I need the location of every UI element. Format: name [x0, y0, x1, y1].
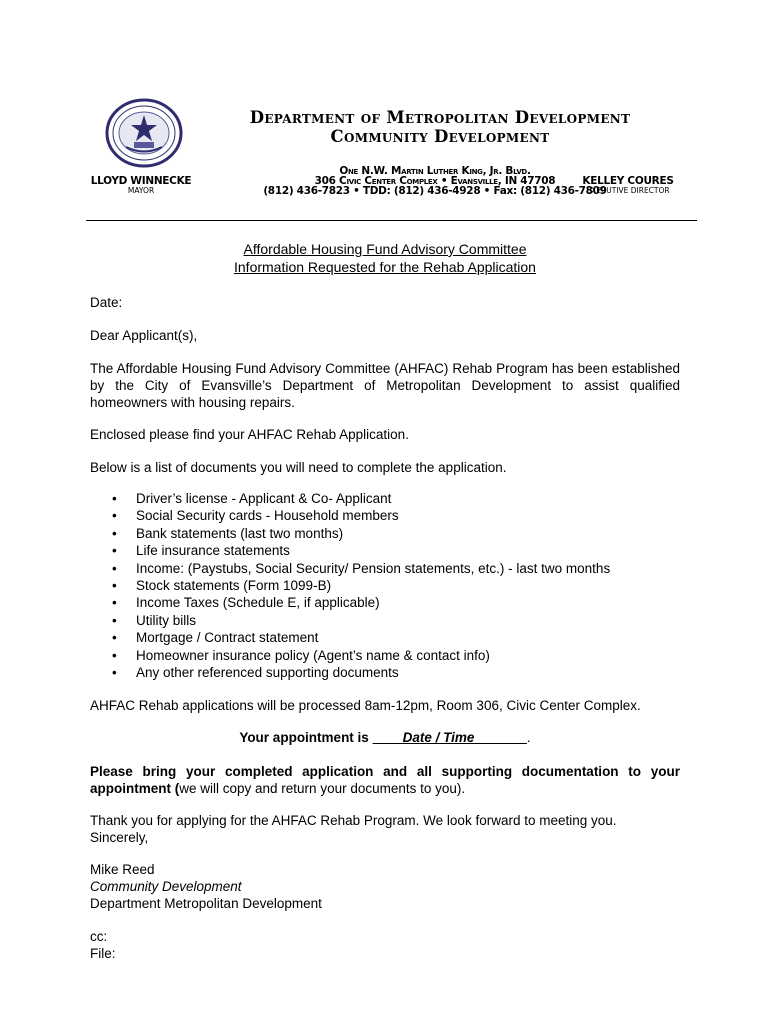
- list-item: [90, 542, 680, 559]
- date-label: Date:: [90, 295, 123, 310]
- document-list: [90, 490, 680, 681]
- closing: Sincerely,: [90, 830, 149, 845]
- bullet-icon: •: [112, 525, 117, 541]
- signer-name: Mike Reed: [90, 862, 155, 877]
- director-title: EXECUTIVE DIRECTOR: [586, 186, 670, 195]
- list-item: [90, 525, 680, 542]
- city-seal-logo: [104, 98, 184, 168]
- list-item-text: Homeowner insurance policy (Agent’s name & contact info): [136, 647, 490, 663]
- appointment-end: .: [526, 730, 531, 745]
- appointment-label: Your appointment is: [239, 730, 369, 745]
- list-item-text: Mortgage / Contract statement: [136, 630, 319, 646]
- bullet-icon: •: [112, 647, 117, 663]
- list-item: [90, 664, 680, 681]
- bullet-icon: •: [112, 508, 117, 524]
- bullet-icon: •: [112, 630, 117, 646]
- list-item: [90, 647, 680, 664]
- bring-paragraph: [90, 763, 680, 797]
- list-item-text: Income Taxes (Schedule E, if applicable): [136, 595, 380, 611]
- bullet-icon: •: [112, 665, 117, 681]
- list-item: [90, 577, 680, 594]
- bullet-icon: •: [112, 612, 117, 628]
- file-label: File:: [90, 946, 116, 961]
- list-item: [90, 612, 680, 629]
- list-item-text: Bank statements (last two months): [136, 525, 344, 541]
- list-item-text: Driver’s license - Applicant & Co- Applicant: [136, 491, 392, 506]
- list-item-text: Income: (Paystubs, Social Security/ Pension statements, etc.) - last two months: [136, 560, 611, 576]
- address-line-1: One N.W. Martin Luther King, Jr. Blvd.: [339, 165, 531, 177]
- header-divider: [86, 220, 697, 221]
- address-line-2: 306 Civic Center Complex • Evansville, IN 47708: [314, 175, 556, 187]
- bring-bold-text: Please bring your completed application and all supporting documentation to your appointment (: [90, 764, 680, 796]
- subject-line-1: Affordable Housing Fund Advisory Committee: [243, 241, 527, 257]
- bullet-icon: •: [112, 560, 117, 576]
- bring-normal-text: we will copy and return your documents to you).: [179, 781, 466, 796]
- bullet-icon: •: [112, 491, 117, 506]
- list-item-text: Utility bills: [136, 612, 197, 628]
- signer-department: Department Metropolitan Development: [90, 896, 322, 911]
- list-item-text: Life insurance statements: [136, 543, 290, 559]
- signer-title: Community Development: [90, 879, 242, 894]
- bullet-icon: •: [112, 543, 117, 559]
- bullet-icon: •: [112, 595, 117, 611]
- hours-paragraph: AHFAC Rehab applications will be processed 8am-12pm, Room 306, Civic Center Complex.: [90, 698, 641, 713]
- list-item: [90, 490, 680, 507]
- list-item-text: Social Security cards - Household members: [136, 508, 399, 524]
- salutation: Dear Applicant(s),: [90, 328, 198, 343]
- cc-label: cc:: [90, 929, 108, 944]
- mayor-name: LLOYD WINNECKE: [90, 175, 192, 187]
- subject-line-2: Information Requested for the Rehab Application: [234, 259, 536, 275]
- list-item-text: Stock statements (Form 1099-B): [136, 578, 332, 594]
- appointment-blank: Date / Time: [402, 730, 475, 745]
- list-item: [90, 507, 680, 524]
- list-item: [90, 629, 680, 646]
- department-title: Department of Metropolitan Development: [249, 108, 631, 127]
- director-name: KELLEY COURES: [582, 175, 674, 187]
- list-item: [90, 560, 680, 577]
- list-item-text: Any other referenced supporting documents: [136, 665, 399, 681]
- enclosed-paragraph: Enclosed please find your AHFAC Rehab Application.: [90, 427, 409, 442]
- list-item: [90, 594, 680, 611]
- appointment-line: [90, 730, 680, 745]
- division-title: Community Development: [330, 127, 550, 146]
- bullet-icon: •: [112, 578, 117, 594]
- phone-line: (812) 436-7823 • TDD: (812) 436-4928 • Fax: (812) 436-7809: [263, 185, 607, 197]
- intro-paragraph: The Affordable Housing Fund Advisory Committee (AHFAC) Rehab Program has been established by the City of Evansville’s Department of Metropolitan Development to assist qualified homeowners with housing repairs.: [90, 361, 680, 410]
- mayor-title: MAYOR: [127, 186, 155, 195]
- list-intro: Below is a list of documents you will need to complete the application.: [90, 460, 507, 475]
- thanks-paragraph: Thank you for applying for the AHFAC Rehab Program. We look forward to meeting you.: [90, 813, 617, 828]
